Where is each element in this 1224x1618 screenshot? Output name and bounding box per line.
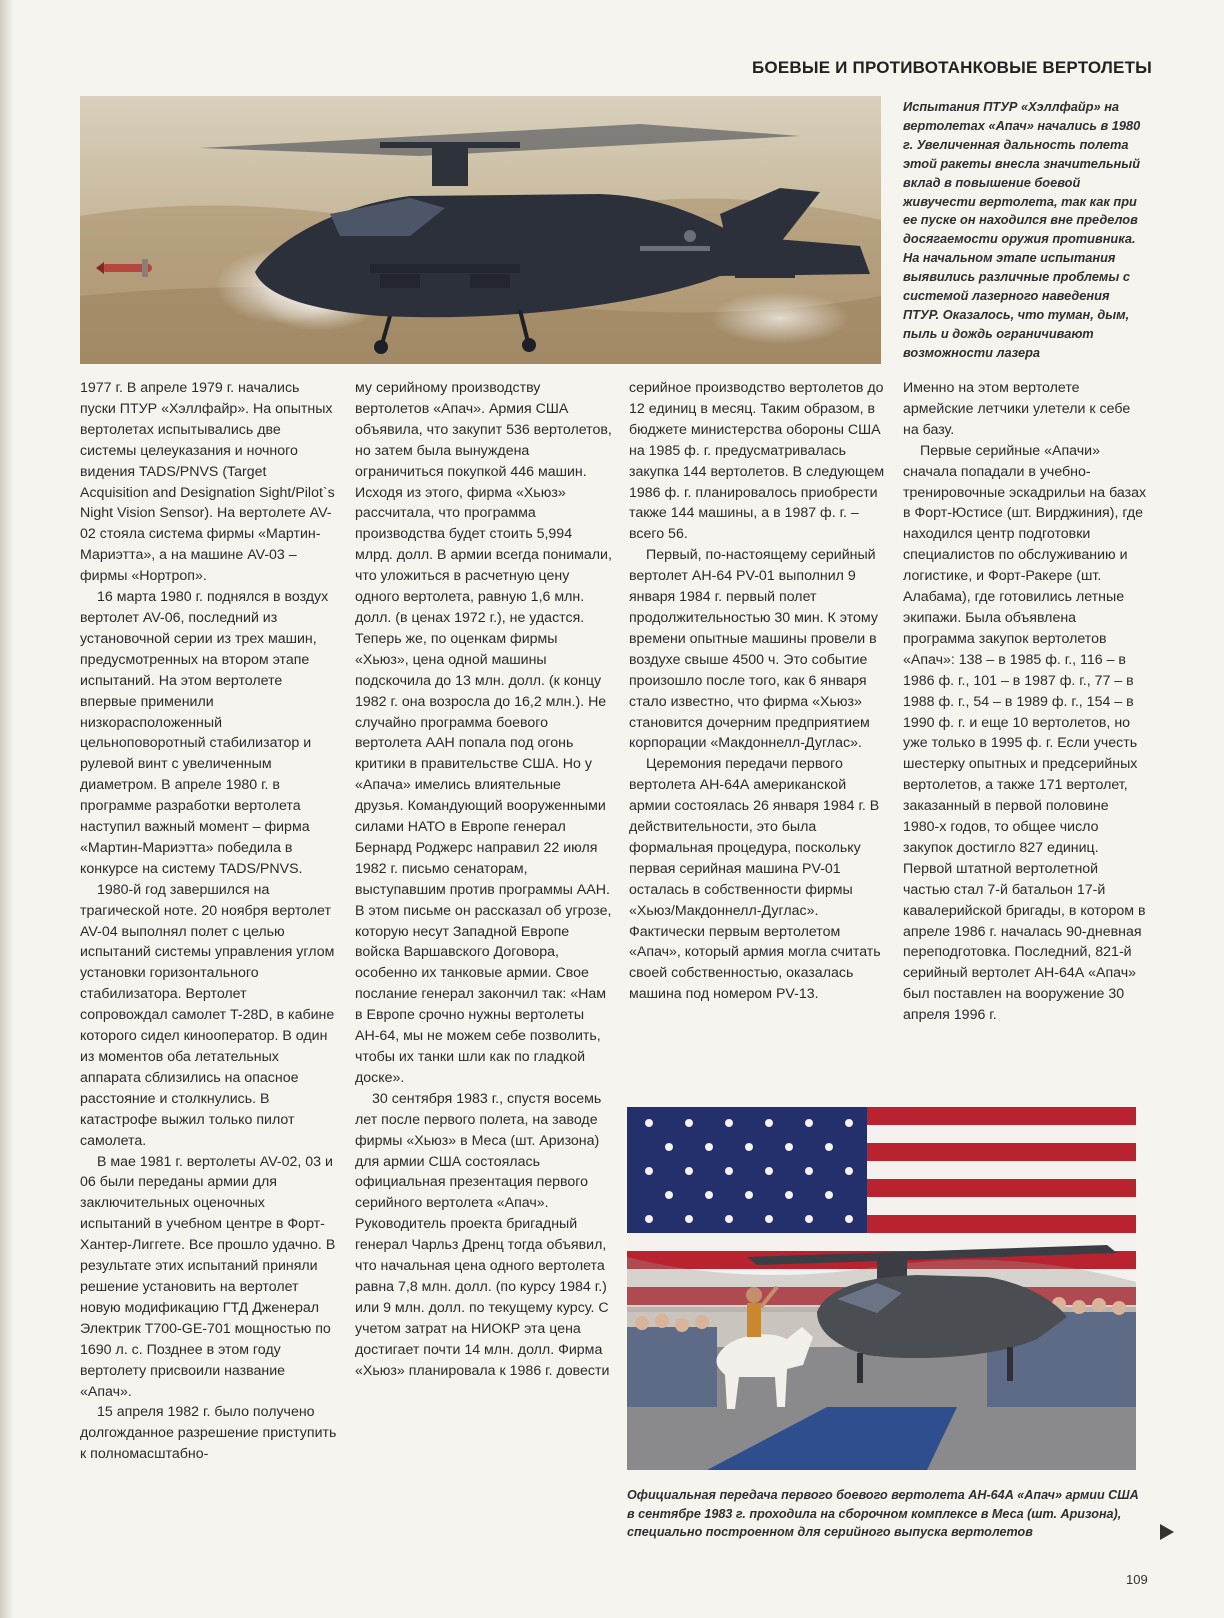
text-column-1: [80, 378, 338, 1533]
paragraph: Именно на этом вертолете армейские летчики улетели к себе на базу.: [903, 380, 1131, 438]
apache-hellfire-illustration: [80, 96, 881, 364]
paragraph: Первые серийные «Апачи» сначала попадали в учебно-тренировочные эскадрильи на базах в Форт-Юстисе (шт. Вирджиния), где находился центр подготовки специалистов по обслуживанию и логистике, и Форт-Ракере (шт. Алабама), где готовились летные экипажи. Была объявлена программа закупок вертолетов «Апач»: 138 – в 1985 ф. г., 116 – в 1986 ф. г., 101 – в 1987 ф. г., 77 – в 1988 ф. г., 54 – в 1989 ф. г., 154 – в 1990 ф. г. и еще 10 вертолетов, но уже только в 1995 ф. г. Если учесть шестерку опытных и предсерийных вертолетов, а также 171 вертолет, заказанный в первой половине 1980-х годов, то общее число закупок достигло 827 единиц. Первой штатной вертолетной частью стал 7-й батальон 17-й кавалерийской бригады, в котором в апреле 1986 г. началась 90-дневная переподготовка. Последний, 821-й серийный вертолет АН-64А «Апач» был поставлен на вооружение 30 апреля 1996 г.: [903, 442, 1147, 1024]
bottom-photo-caption: Официальная передача первого боевого вертолета АН-64А «Апач» армии США в сентябре 1983 г. проходила на сборочном комплексе в Меса (шт. Аризона), специально построенном для серийного выпуска вертолетов: [627, 1488, 1139, 1540]
text-column-2: [355, 378, 613, 1533]
text-column-3: [629, 378, 887, 1098]
paragraph: 15 апреля 1982 г. было получено долгожданное разрешение приступить к полномасштабно-: [80, 1404, 337, 1463]
paragraph: 1980-й год завершился на трагической ноте. 20 ноября вертолет AV-04 выполнял полет с целью испытаний системы управления углом установки горизонтального стабилизатора. Вертолет сопровождал самолет T-28D, в кабине которого сидел кинооператор. В один из моментов оба летательных аппарата сблизились на опасное расстояние и столкнулись. В катастрофе выжил только пилот самолета.: [80, 881, 335, 1149]
running-header: БОЕВЫЕ И ПРОТИВОТАНКОВЫЕ ВЕРТОЛЕТЫ: [752, 58, 1152, 77]
text-column-4: [903, 378, 1148, 1098]
paragraph: 16 марта 1980 г. поднялся в воздух вертолет AV-06, последний из установочной серии из трех машин, предусмотренных на втором этапе испытаний. На этом вертолете впервые применили низкорасположенный цельноповоротный стабилизатор и рулевой винт с увеличенным диаметром. В апреле 1980 г. в программе разработки вертолета наступил важный момент – фирма «Мартин-Мариэтта» победила в конкурсе на систему TADS/PNVS.: [80, 589, 329, 877]
apache-handover-ceremony-photo: [627, 1107, 1136, 1470]
paragraph: 1977 г. В апреле 1979 г. начались пуски ПТУР «Хэллфайр». На опытных вертолетах испытывались две системы целеуказания и ночного видения TADS/PNVS (Target Acquisition and Designation Sight/Pilot`s Night Vision Sensor). На вертолете AV-02 стояла система фирмы «Мартин-Мариэтта», а на машине AV-03 – фирмы «Нортроп».: [80, 380, 335, 585]
apache-hellfire-photo: [80, 96, 881, 364]
paragraph: 30 сентября 1983 г., спустя восемь лет после первого полета, на заводе фирмы «Хьюз» в Меса (шт. Аризона) для армии США состоялась официальная презентация первого серийного вертолета «Апач». Руководитель проекта бригадный генерал Чарльз Дренц тогда объявил, что начальная цена одного вертолета равна 7,8 млн. долл. (по курсу 1984 г.) или 9 млн. долл. по текущему курсу. С учетом затрат на НИОКР эта цена достигает почти 14 млн. долл. Фирма «Хьюз» планировала к 1986 г. довести: [355, 1090, 610, 1379]
paragraph: В мае 1981 г. вертолеты AV-02, 03 и 06 были переданы армии для заключительных оценочных испытаний в учебном центре в Форт-Хантер-Лиггете. Все прошло удачно. В результате этих испытаний приняли решение установить на вертолет новую модификацию ГТД Дженерал Электрик T700-GE-701 мощностью по 1690 л. с. Позднее в этом году вертолету присвоили название «Апач».: [80, 1153, 336, 1400]
paragraph: серийное производство вертолетов до 12 единиц в месяц. Таким образом, в бюджете министерства обороны США на 1985 ф. г. предусматривалась закупка 144 вертолетов. В следующем 1986 ф. г. планировалось приобрести также 144 машины, а в 1987 ф. г. – всего 56.: [629, 380, 885, 543]
page-number: 109: [1126, 1572, 1148, 1587]
ceremony-illustration: [627, 1107, 1136, 1470]
triangle-right-icon: [1160, 1524, 1174, 1540]
paragraph: Первый, по-настоящему серийный вертолет АН-64 PV-01 выполнил 9 января 1984 г. первый полет продолжительностью 30 мин. К этому времени опытные машины провели в воздухе свыше 4500 ч. Это событие произошло после того, как 6 января стало известно, что фирма «Хьюз» становится дочерним предприятием корпорации «Макдоннелл-Дуглас».: [629, 547, 878, 752]
top-photo-caption: Испытания ПТУР «Хэллфайр» на вертолетах «Апач» начались в 1980 г. Увеличенная дальность полета этой ракеты внесла значительный вклад в повышение боевой живучести вертолета, так как при ее пуске он находился вне пределов досягаемости оружия противника. На начальном этапе испытания выявились различные проблемы с системой лазерного наведения ПТУР. Оказалось, что туман, дым, пыль и дождь ограничивают возможности лазера: [903, 99, 1141, 360]
paragraph: му серийному производству вертолетов «Апач». Армия США объявила, что закупит 536 вертолетов, но затем была вынуждена ограничиться покупкой 446 машин. Исходя из этого, фирма «Хьюз» рассчитала, что программа производства будет стоить 5,994 млрд. долл. В армии всегда понимали, что уложиться в расчетную цену одного вертолета, равную 1,6 млн. долл. (в ценах 1972 г.), не удастся. Теперь же, по оценкам фирмы «Хьюз», цена одной машины подскочила до 13 млн. долл. (к концу 1982 г. она возросла до 16,2 млн.). Не случайно программа боевого вертолета ААН попала под огонь критики в правительстве США. Но у «Апача» имелись влиятельные друзья. Командующий вооруженными силами НАТО в Европе генерал Бернард Роджерс направил 22 июля 1982 г. письмо сенаторам, выступавшим против программы ААН. В этом письме он рассказал об угрозе, которую несут Западной Европе войска Варшавского Договора, особенно их танковые армии. Свое послание генерал закончил так: «Нам в Европе срочно нужны вертолеты АН-64, мы не можем себе позволить, чтобы их танки шли как по гладкой доске».: [355, 380, 612, 1086]
paragraph: Церемония передачи первого вертолета АН-64А американской армии состоялась 26 января 1984 г. В действительности, это была формальная процедура, поскольку первая серийная машина PV-01 осталась в собственности фирмы «Хьюз/Макдоннелл-Дуглас». Фактически первым вертолетом «Апач», который армия могла считать своей собственностью, оказалась машина под номером PV-13.: [629, 756, 881, 1003]
page-binding-edge: [0, 0, 14, 1618]
